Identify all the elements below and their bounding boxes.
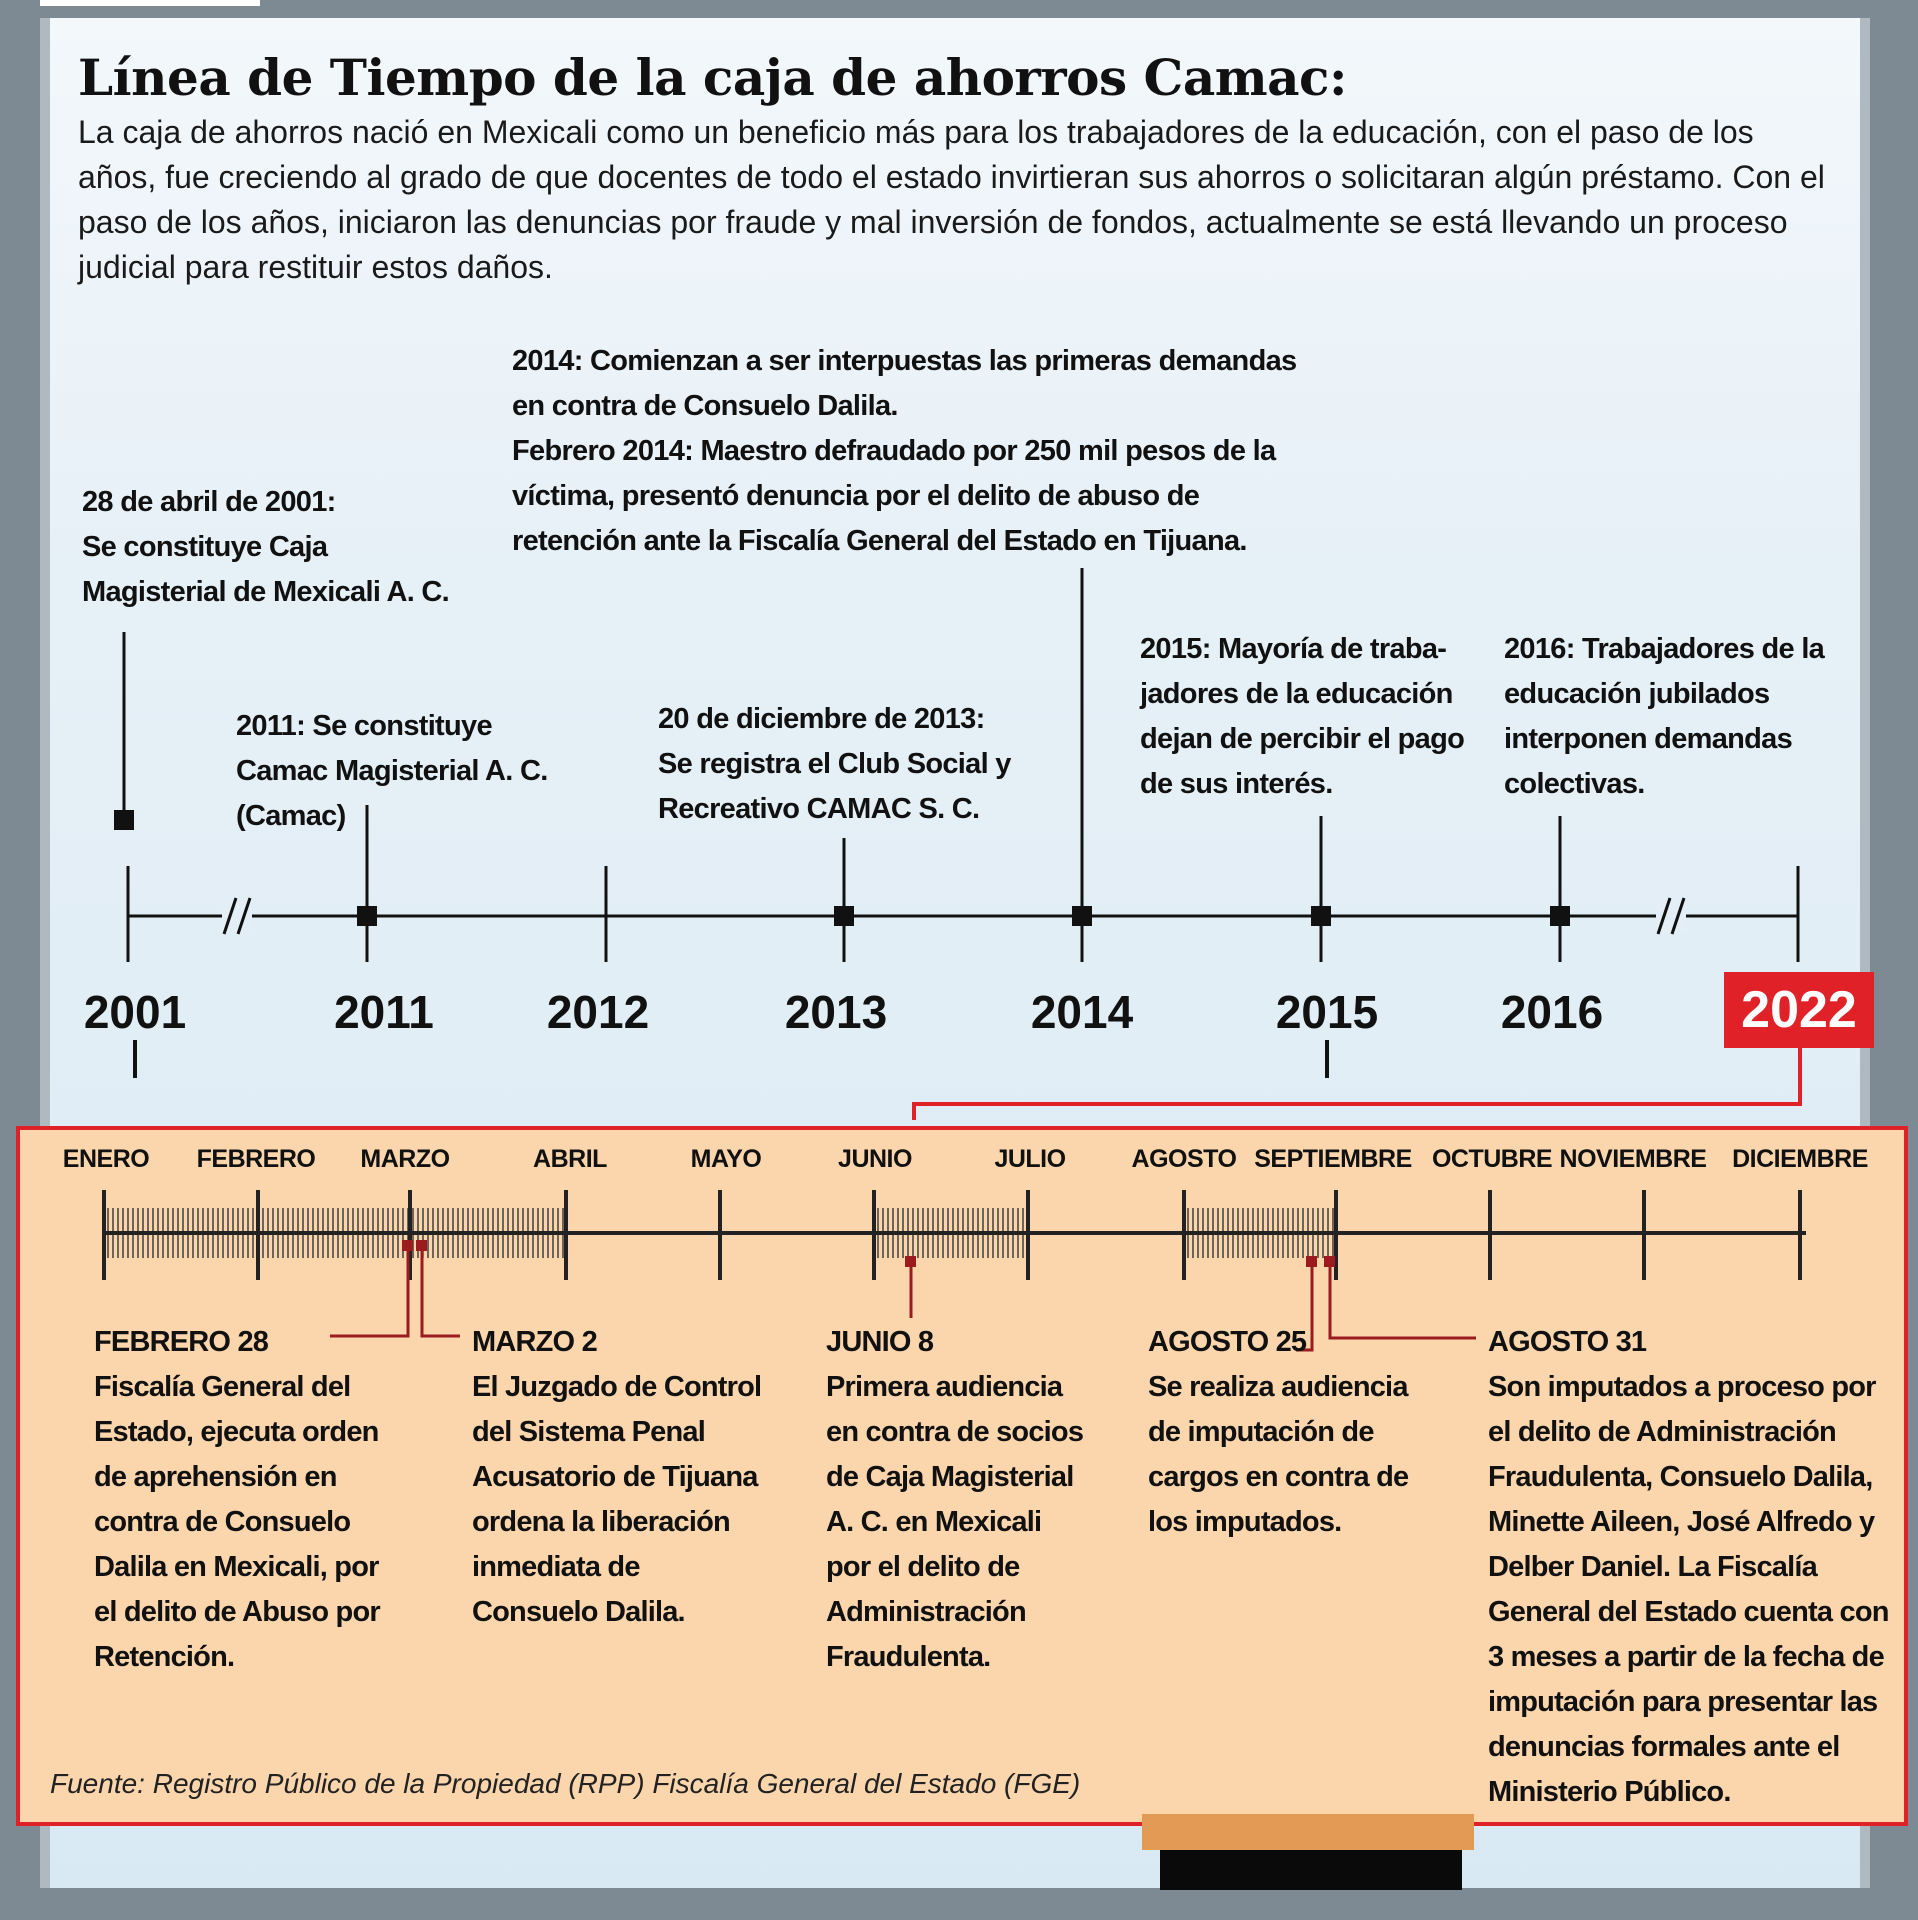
marker-feb28 — [402, 1240, 413, 1251]
month-mayo: MAYO — [690, 1145, 762, 1173]
month-abril: ABRIL — [533, 1145, 607, 1173]
event-2015: 2015: Mayoría de traba- jadores de la educación dejan de percibir el pago de sus interés. — [1140, 633, 1465, 800]
detail-jun8: JUNIO 8 Primera audiencia en contra de socios de Caja Magisterial A. C. en Mexicali por el delito de Administración Fraudulenta. — [826, 1326, 1084, 1673]
detail-feb28: FEBRERO 28 Fiscalía General del Estado, ejecuta orden de aprehensión en contra de Consuelo Dalila en Mexicali, por el delito de Abuso por Retención. — [94, 1326, 380, 1673]
event-2014: 2014: Comienzan a ser interpuestas las primeras demandas en contra de Consuelo Dalila. Febrero 2014: Maestro defraudado por 250 mil pesos de la víctima, presentó denuncia por el delito de abuso de retención ante la Fiscalía General del Estado en Tijuana. — [512, 345, 1297, 557]
event-2001: 28 de abril de 2001: Se constituye Caja Magisterial de Mexicali A. C. — [82, 486, 450, 608]
month-marzo: MARZO — [360, 1145, 450, 1173]
year-label-2015: 2015 — [1275, 986, 1379, 1038]
year-label-2011: 2011 — [334, 986, 434, 1038]
chalk-tray — [1142, 1814, 1474, 1850]
detail-mar2: MARZO 2 El Juzgado de Control del Sistema Penal Acusatorio de Tijuana ordena la liberación inmediata de Consuelo Dalila. — [472, 1326, 762, 1628]
event-2016: 2016: Trabajadores de la educación jubilados interponen demandas colectivas. — [1504, 633, 1825, 800]
detail-ago31: AGOSTO 31 Son imputados a proceso por el delito de Administración Fraudulenta, Consuelo Dalila, Minette Aileen, José Alfredo y Delber Daniel. La Fiscalía General del Estado cuenta con 3 meses a partir de la fecha de imputación para presentar las denuncias formales ante el Ministerio Público. — [1488, 1326, 1889, 1808]
detail-ago25: AGOSTO 25 Se realiza audiencia de imputación de cargos en contra de los imputados. — [1148, 1326, 1409, 1538]
year-label-2013: 2013 — [784, 986, 888, 1038]
month-noviembre: NOVIEMBRE — [1559, 1145, 1707, 1173]
marker-ago31 — [1324, 1256, 1335, 1267]
month-agosto: AGOSTO — [1131, 1145, 1237, 1173]
year-label-2012: 2012 — [546, 986, 650, 1038]
year-label-2022-highlight: 2022 — [1724, 972, 1874, 1048]
month-junio: JUNIO — [838, 1145, 912, 1173]
month-septiembre: SEPTIEMBRE — [1254, 1145, 1412, 1173]
year-label-2001: 2001 — [83, 986, 187, 1038]
month-julio: JULIO — [994, 1145, 1066, 1173]
month-febrero: FEBRERO — [196, 1145, 316, 1173]
marker-ago25 — [1306, 1256, 1317, 1267]
year-label-2016: 2016 — [1500, 986, 1604, 1038]
marker-mar2 — [416, 1240, 427, 1251]
marker-jun8 — [905, 1256, 916, 1267]
month-diciembre: DICIEMBRE — [1732, 1145, 1868, 1173]
page-title: Línea de Tiempo de la caja de ahorros Camac: — [78, 48, 1347, 107]
event-2013: 20 de diciembre de 2013: Se registra el Club Social y Recreativo CAMAC S. C. — [658, 703, 1011, 825]
eraser — [1160, 1850, 1462, 1890]
month-enero: ENERO — [62, 1145, 150, 1173]
year-label-2014: 2014 — [1030, 986, 1134, 1038]
event-2011: 2011: Se constituye Camac Magisterial A. C. (Camac) — [236, 710, 548, 832]
month-octubre: OCTUBRE — [1431, 1145, 1553, 1173]
source-note: Fuente: Registro Público de la Propiedad (RPP) Fiscalía General del Estado (FGE) — [50, 1768, 1081, 1799]
intro-paragraph: La caja de ahorros nació en Mexicali como un beneficio más para los trabajadores de la educación, con el paso de los años, fue creciendo al grado de que docentes de todo el estado invirtieran sus ahorros o solicitaran algún préstamo. Con el paso de los años, iniciaron las denuncias por fraude y mal inversión de fondos, actualmente se está llevando un proceso judicial para restituir estos daños. — [78, 114, 1825, 285]
